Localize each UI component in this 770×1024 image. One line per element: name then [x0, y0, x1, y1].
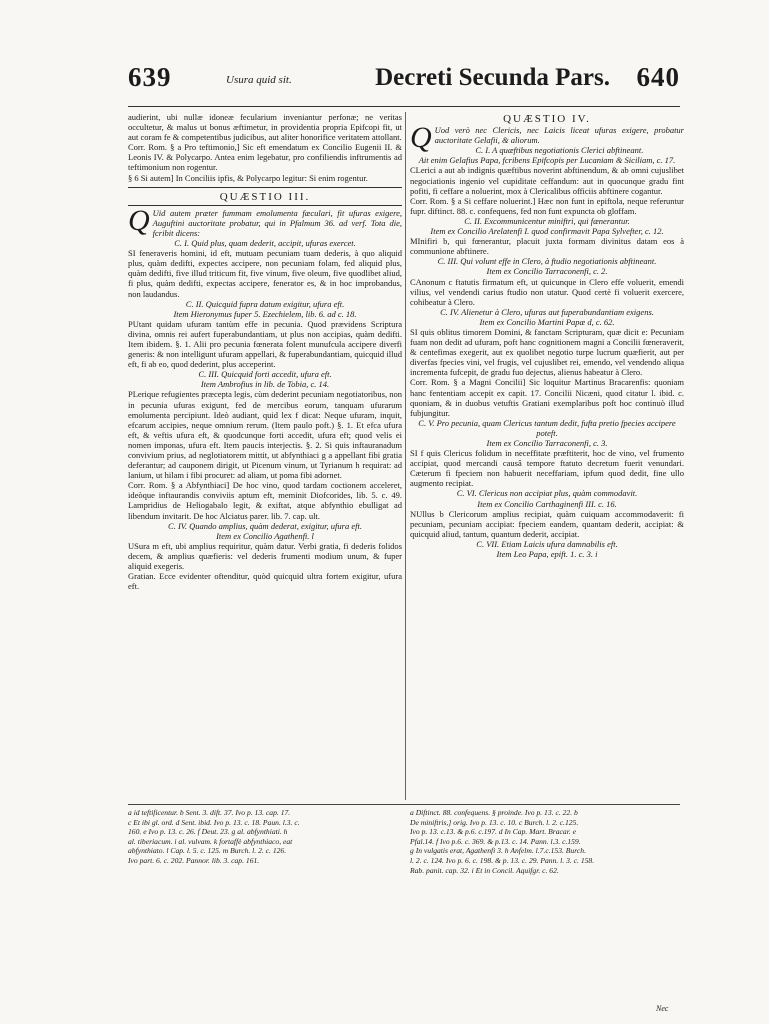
left-column: [128, 112, 402, 591]
source-attribution: Item Leo Papa, epift. 1. c. 3. i: [496, 549, 598, 560]
footnote-line: Pfal.14. f Ivo p.6. c. 369. & p.13. c. 14. Pann. l.3. c.159.: [410, 836, 581, 846]
chapter-heading: C. I. A quæftibus negotiationis Clerici abftineant.: [475, 145, 644, 156]
page-number-right: 640: [636, 62, 680, 92]
paragraph: CAnonum c ftatutis firmatum eft, ut quicunque in Clero effe voluerit, emendi vilius, vel vendendi carius ftudio non utatur. Quod certè fi voluerit exercere, cohibeatur à Clero.: [410, 276, 684, 307]
chapter-heading: C. II. Excommunicentur miniftri, qui fænerantur.: [464, 215, 630, 226]
footnote-line: abfynthiato. l Cap. l. 5. c. 125. m Burch. l. 2. c. 126.: [128, 846, 287, 856]
footnote-line: Ivo part. 6. c. 202. Pannor. lib. 3. cap. 161.: [128, 855, 260, 865]
column-divider: [405, 112, 406, 800]
footnote-rule: [128, 804, 680, 805]
source-attribution: Item ex Concilio Agathenfi. l: [216, 530, 314, 541]
paragraph: SI quis oblitus timorem Domini, & fanctam Scripturam, quæ dicit e: Pecuniam fuam non dedit ad ufuram, poft hanc cognitionem magni a Concilii fœneraverit, & centefimas exegerit, aut ex quolibet negotio turpe lucrum quæfierit, aut per diverfas fpecies vini, vel frugis, vel cujuslibet rei, emendo, vel vendendo aliqua incrementa fufcepit, de gradu fuo dejectus, alienus habeatur à Clero.: [410, 326, 684, 378]
source-attribution: Item ex Concilio Arelatenfi I. quod confirmavit Papa Sylvefter, c. 12.: [430, 226, 664, 237]
running-title: Usura quid sit.: [226, 74, 292, 86]
correction-note: § 6 Si autem] In Conciliis ipfis, & Polycarpo legitur: Si enim rogentur.: [128, 172, 368, 183]
question-heading: QUÆSTIO III.: [219, 190, 311, 203]
paragraph: SI f quis Clericus folidum in neceffitate præftiterit, hoc de vino, vel frumento accipiat, quod mercandi causâ tempore ftatuto decretum fuerit venundari. Cæterum fi fpeciem non habuerit neceffariam, ipfum quod dedit, fine ullo augmento recipiat.: [410, 448, 684, 489]
page-number-left: 639: [128, 62, 172, 92]
footnote-line: 160. e Ivo p. 13. c. 26. f Deut. 23. g al. abfynthiati. h: [128, 827, 288, 837]
footnote-line: Rab. panit. cap. 32. i Et in Concil. Aquifgr. c. 62.: [410, 865, 559, 875]
chapter-heading: C. III. Quicquid forti accedit, ufura eft.: [198, 369, 332, 380]
chapter-heading: C. I. Quid plus, quam dederit, accipit, ufuras exercet.: [174, 238, 356, 249]
footnote-line: De miniftris,] orig. Ivo p. 13. c. 10. c Burch. l. 2. c.125.: [410, 817, 579, 827]
footnotes-left: [128, 808, 402, 866]
footnote-line: al. tiberiacum. i al. vulvam. k fortaffè abfynthiaco, eat: [128, 836, 293, 846]
paragraph: PUtant quidam ufuram tantùm effe in pecunia. Quod prævidens Scriptura divina, omnis rei aufert fuperabundantiam, ut plus non accipias, quàm dedifti. Item ibidem. §. 1. Alii pro pecunia fœnerata folent munufcula accipere diverfi generis: & non intelligunt ufuram appellari, & fuperabundantiam, quicquid illud eft, fi ab eo, quod dederint, plus acceperint.: [128, 318, 402, 370]
source-attribution: Item ex Concilio Martini Papæ d, c. 62.: [479, 316, 615, 327]
question-heading: QUÆSTIO IV.: [503, 113, 591, 125]
chapter-heading: C. III. Qui volunt effe in Clero, à ftudio negotiationis abftineant.: [437, 256, 657, 267]
paragraph: USura m eft, ubi amplius requiritur, quàm datur. Verbi gratia, fi dederis folidos decem, & amplius quæfieris: vel dederis frumenti modium unum, & fuper aliquid exegeris.: [128, 540, 402, 572]
drop-cap: Q: [410, 121, 432, 155]
source-attribution: Item Hieronymus fuper 5. Ezechielem, lib. 6. ad c. 18.: [173, 308, 357, 319]
paragraph: MInifiri b, qui fœnerantur, placuit juxta formam divinitus datam eos à communione abftinere.: [410, 236, 684, 257]
source-attribution: Item ex Concilio Tarraconenfi, c. 2.: [486, 266, 608, 277]
gratian-note: Gratian. Ecce evidenter oftenditur, quòd quicquid ultra fortem exigitur, ufura eft.: [128, 571, 402, 592]
chapter-heading: C. VI. Clericus non accipiat plus, quàm commodavit.: [456, 488, 638, 499]
source-attribution: Item Ambrofius in lib. de Tobia, c. 14.: [200, 379, 330, 390]
question-intro: Q Uod verò nec Clericis, nec Laicis liceat ufuras exigere, probatur auctoritate Gelafii, & aliorum.: [410, 121, 684, 155]
paragraph: NUllus b Clericorum amplius recipiat, quàm cuiquam accommodaverit: fi pecuniam, pecuniam accipiat: fpeciem eandem, quantam dederit, accipiat: & quicquid aliud, tantum, quantum dederit, accipiat.: [410, 508, 684, 539]
paragraph: audierint, ubi nullæ idoneæ fecularium inveniantur perfonæ; ne veritas occultetur, & malus ut bonus æftimetur, in providentia propria Epifcopi fit, ut aut coram fe & competentibus judicibus, aut aliter honorifice veritatem attollant.: [128, 112, 402, 143]
source-attribution: Item ex Concilio Carthaginenfi III. c. 16.: [477, 498, 617, 509]
footnote-line: l. 2. c. 124. Ivo p. 6. c. 198. & p. 13. c. 29. Pann. l. 3. c. 158.: [410, 855, 595, 865]
paragraph: SI feneraveris homini, id eft, mutuam pecuniam tuam dederis, à quo aliquid plus, quàm dedifti, expectes accipere, non pecuniam folam, fed aliquid plus, quàm dedifti, five illud triticum fit, five vinum, five oleum, five quodlibet aliud, fi plus, quàm dedifti, expectas accipere, fenerator es, & in hoc improbandus, non laudandus.: [128, 248, 402, 299]
question-heading-box: [128, 187, 402, 206]
chapter-heading: C. II. Quicquid fupra datum exigitur, ufura eft.: [185, 298, 345, 309]
footnote-line: c Et ibi gl. ord. d Sent. ibid. Ivo p. 13. c. 18. Paun. l.3. c.: [128, 817, 300, 827]
footnote-line: Ivo p. 13. c.13. & p.6. c.197. d In Cap. Mart. Bracar. e: [410, 827, 576, 837]
correction-note: Corr. Rom. § a Magni Concilii] Sic loquitur Martinus Bracarenfis: quoniam hanc fententiam accepit ex capit. 17. Concilii Nicæni, quod citatur l. ibid. c. quoniam, & in duobus vetuftis Gratiani exemplaribus poft hoc continuò illud fubjungitur.: [410, 377, 684, 418]
right-column: [410, 112, 684, 559]
paragraph: CLerici a aut ab indignis quæftibus noverint abftinendum, & ab omni cujuslibet negociationis ingenio vel cupiditate ceffandum: aut in quocunque gradu fint pofiti, fi ceffare a noluerint, mox à Clericalibus officiis abftinere cogantur.: [410, 165, 684, 196]
question-intro: Q Uid autem præter fummam emolumenta fæculari, fit ufuras exigere, Auguftini auctoritate probatur, qui in Pfalmum 36. ad verf. Tota die, fcribit dicens:: [128, 203, 402, 238]
paragraph: PLerique refugientes præcepta legis, cùm dederint pecuniam negotiatoribus, non in pecunia ufuras exigunt, fed de mercibus eorum, tanquam ufurarum emolumenta percipiunt. Ideò audiant, quid lex f dicat: Neque ufuram, inquit, efcarum accipies, neque omnium rerum. (Item paulo poft.) §. 1. Et efca ufura eft, & veftis ufura eft, & quodcunque forti accedit, ufura eft; quod velis ei nomen imponas, ufura eft. Item paucis interjectis. §. 2. Si quis inftauranadum convivium prius, ad neglotiatorem mittit, ut abfynthiaci g a appellant fibi gratia deferantur; ad cauponem dirigit, ut Picenum vinum, ut Tyrianum h requirat: ad lanium, ut hilam i fibi procuret: ad aliam, ut poma fibi adornet.: [128, 389, 402, 481]
chapter-heading: C. VII. Etiam Laicis ufura damnabilis eft.: [476, 538, 618, 549]
chapter-heading: C. IV. Alienetur à Clero, ufuras aut fuperabundantiam exigens.: [440, 306, 654, 317]
source-attribution: Item ex Concilio Tarraconenfi, c. 3.: [486, 438, 608, 448]
drop-cap: Q: [128, 203, 150, 237]
correction-note: Corr. Rom. § a Pro teftimonio,] Sic eft emendatum ex Concilio Eugenii II. & Leonis IV. & Polycarpo. Antea enim legebatur, pro confiliendis inftrumentis ad teftimonium non rogentur.: [128, 142, 402, 173]
correction-note: Corr. Rom. § a Si ceffare noluerint.] Hæc non funt in epiftola, neque referuntur fupr. diftinct. 88. c. confequens, fed non funt expuncta ob gloffam.: [410, 195, 684, 216]
source-attribution: Ait enim Gelafius Papa, fcribens Epifcopis per Lucaniam & Siciliam, c. 17.: [418, 155, 676, 166]
chapter-heading: C. V. Pro pecunia, quam Clericus tantum dedit, fufta pretio fpecies accipere poteft.: [418, 417, 676, 438]
correction-note: Corr. Rom. § a Abfynthiaci] De hoc vino, quod tardam coctionem acceleret, ideòque inftaurandis conviviis aptum eft, meminit Diofcorides, lib. 5. c. 49. Lampridius de Heliogabalo legit, & exiftat, atque abfynthio ebulligat ad libendum invitarit. De hoc Alciatus parer. lib. 7. cap. ult.: [128, 480, 402, 521]
footnotes-right: [410, 808, 684, 875]
book-title: Decreti Secunda Pars.: [375, 64, 610, 91]
catchword: Nec: [656, 1004, 669, 1013]
footnote-line: a id teftificentur. b Sent. 3. dift. 37. Ivo p. 13. cap. 17.: [128, 808, 291, 817]
footnote-line: g In vulgatis erat, Agathenfi 3. h Anfelm. l.7.c.153. Burch.: [410, 846, 586, 856]
chapter-heading: C. IV. Quando amplius, quàm dederat, exigitur, ufura eft.: [168, 520, 362, 531]
footnote-line: a Diftinct. 88. confequens. § proinde. Ivo p. 13. c. 22. b: [410, 808, 578, 817]
page-header: [128, 62, 680, 107]
